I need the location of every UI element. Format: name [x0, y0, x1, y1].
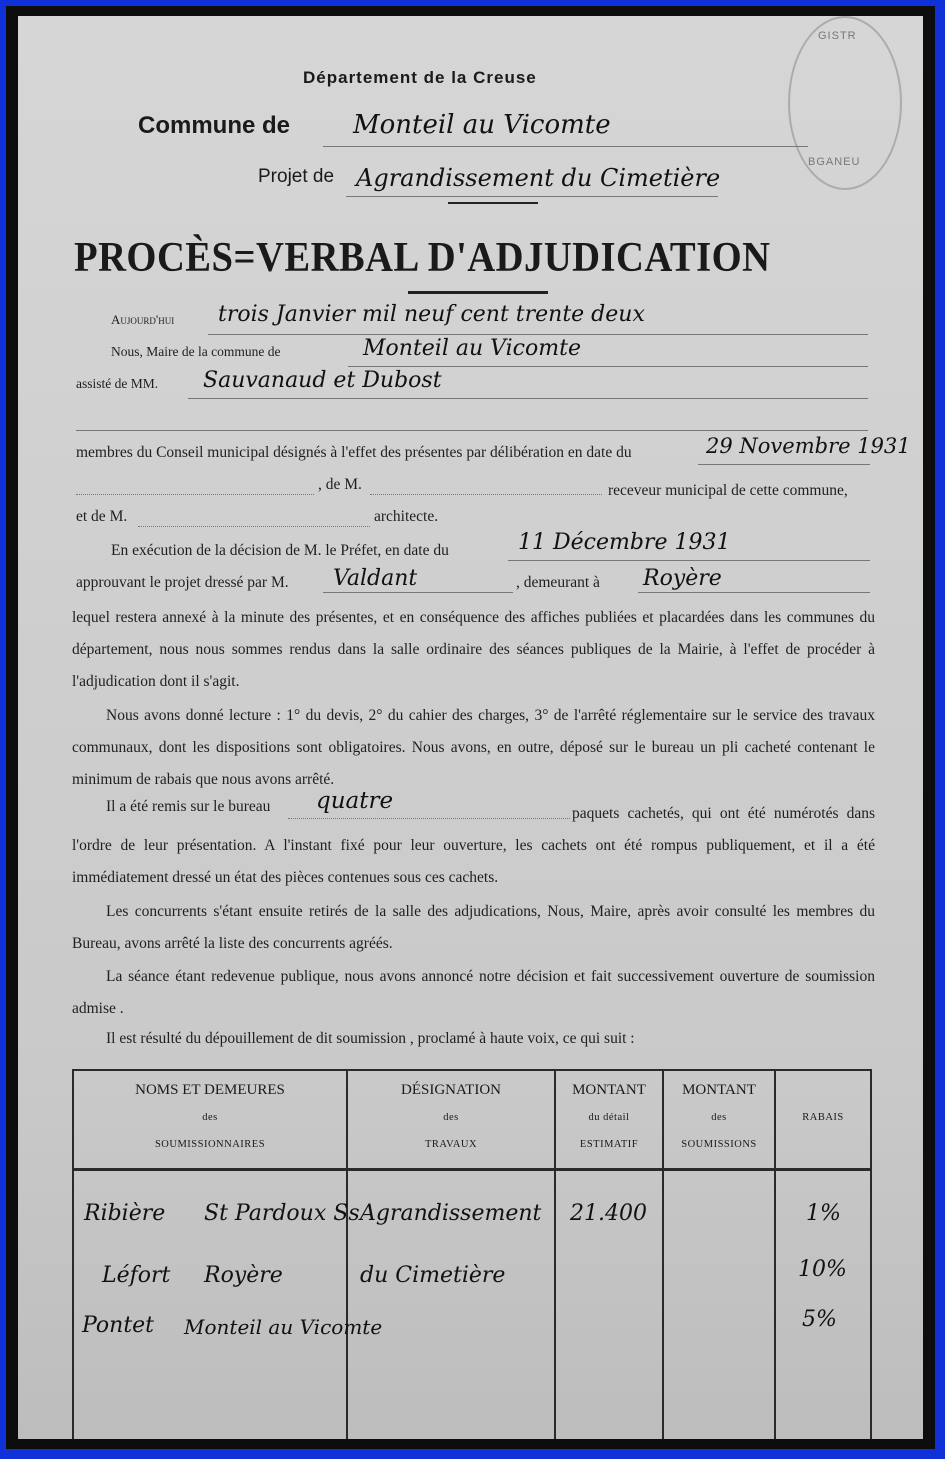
header-soumissions: MONTANT des SOUMISSIONS	[663, 1070, 775, 1170]
assiste-value: Sauvanaud et Dubost	[203, 368, 442, 393]
execution-text-1: En exécution de la décision de M. le Préfet, en date du	[111, 542, 449, 559]
designation-column	[347, 1170, 555, 1440]
row-1-rabais: 1%	[806, 1201, 841, 1226]
stamp-top-text: GISTR	[818, 30, 857, 42]
receveur-text: receveur municipal de cette commune,	[608, 482, 848, 499]
architecte-text: architecte.	[374, 508, 439, 525]
lecture-paragraph: Nous avons donné lecture : 1° du devis, 2° du cahier des charges, 3° de l'arrêté réglementaire sur le service des travaux communaux, dont les dispositions sont obligatoires. Nous avons, en outre, déposé sur le bureau un pli cacheté contenant le minimum de rabais que nous avons arrêté.	[72, 707, 875, 788]
commune-label: Commune de	[138, 112, 291, 139]
row-2-place: Royère	[204, 1263, 283, 1288]
execution-text-3: , demeurant à	[516, 574, 600, 591]
deliberation-line	[698, 464, 870, 465]
architect-line	[323, 592, 513, 593]
ornament-divider	[448, 202, 538, 206]
rabais-column	[775, 1170, 871, 1440]
remis-paragraph: paquets cachetés, qui ont été numérotés dans l'ordre de leur présentation. A l'instant fixé pour leur ouverture, les cachets ont été rompus publiquement, et il a été immédiatement dressé un état des pièces contenues sous ces cachets.	[72, 805, 875, 886]
dotted-line-3	[138, 526, 370, 527]
concurrents-paragraph: Les concurrents s'étant ensuite retirés de la salle des adjudications, Nous, Maire, après avoir consulté les membres du Bureau, avons arrêté la liste des concurrents agréés.	[72, 903, 875, 952]
row-3-rabais: 5%	[802, 1307, 837, 1332]
row-2-rabais: 10%	[798, 1257, 847, 1282]
estimatif-value: 21.400	[570, 1201, 647, 1226]
blank-line	[76, 430, 868, 431]
execution-paragraph: lequel restera annexé à la minute des présentes, et en conséquence des affiches publiées et placardées dans les communes du département, nous nous sommes rendus dans la salle ordinaire des séances publiques de la Mairie, à l'effet de procéder à l'adjudication dont il s'agit.	[72, 609, 875, 690]
soumissions-column	[663, 1170, 775, 1440]
estimatif-column	[555, 1170, 663, 1440]
noms-column	[73, 1170, 383, 1440]
row-3-name: Pontet	[82, 1313, 155, 1338]
resultat-text: Il est résulté du dépouillement de dit soumission , proclamé à haute voix, ce qui suit :	[106, 1030, 635, 1047]
projet-value: Agrandissement du Cimetière	[356, 164, 721, 192]
paquets-count: quatre	[316, 788, 394, 814]
deliberation-date: 29 Novembre 1931	[706, 434, 911, 458]
photo-frame	[6, 6, 935, 1449]
aujourdhui-line	[208, 334, 868, 335]
header-designation: DÉSIGNATION des TRAVAUX	[347, 1070, 555, 1170]
commune-line	[323, 146, 808, 147]
title-rule	[408, 291, 548, 294]
designation-line-2: du Cimetière	[360, 1263, 506, 1288]
projet-label: Projet de	[258, 166, 335, 187]
maire-line	[348, 366, 868, 367]
prefet-date: 11 Décembre 1931	[518, 530, 731, 555]
header-rabais: RABAIS	[775, 1070, 871, 1170]
header-estimatif: MONTANT du détail ESTIMATIF	[555, 1070, 663, 1170]
membres-text: membres du Conseil municipal désignés à l'effet des présentes par délibération en date du	[76, 444, 632, 461]
dotted-line-2	[370, 494, 602, 495]
architect-place: Royère	[643, 566, 722, 591]
soumissions-table	[72, 1069, 872, 1439]
execution-text-2: approuvant le projet dressé par M.	[76, 574, 289, 591]
commune-value: Monteil au Vicomte	[353, 110, 611, 140]
department-heading: Département de la Creuse	[303, 68, 537, 87]
prefet-date-line	[508, 560, 870, 561]
assiste-label: assisté de MM.	[76, 376, 159, 391]
maire-value: Monteil au Vicomte	[363, 336, 581, 361]
aujourdhui-label: Aujourd'hui	[111, 312, 175, 327]
dotted-line-1	[76, 494, 314, 495]
stamp-bottom-text: BGANEU	[808, 156, 861, 168]
header-noms: NOMS ET DEMEURES des SOUMISSIONNAIRES	[73, 1070, 347, 1170]
architect-name: Valdant	[333, 566, 418, 591]
row-1-place: St Pardoux Ss	[204, 1201, 360, 1226]
de-m-text: , de M.	[318, 476, 362, 493]
seance-paragraph: La séance étant redevenue publique, nous avons annoncé notre décision et fait successivement ouverture de soumission admise .	[72, 968, 875, 1017]
projet-line	[346, 196, 718, 197]
remis-text-1: Il a été remis sur le bureau	[106, 798, 271, 815]
assiste-line	[188, 398, 868, 399]
maire-label: Nous, Maire de la commune de	[111, 344, 281, 359]
aujourdhui-value: trois Janvier mil neuf cent trente deux	[218, 302, 645, 327]
designation-line-1: Agrandissement	[360, 1201, 542, 1226]
row-3-place: Monteil au Vicomte	[184, 1315, 383, 1339]
document-page	[18, 16, 923, 1439]
page-title: PROCÈS=VERBAL D'ADJUDICATION	[74, 235, 771, 281]
et-de-m-text: et de M.	[76, 508, 128, 525]
place-line	[638, 592, 870, 593]
row-1-name: Ribière	[84, 1201, 166, 1226]
row-2-name: Léfort	[102, 1263, 171, 1288]
